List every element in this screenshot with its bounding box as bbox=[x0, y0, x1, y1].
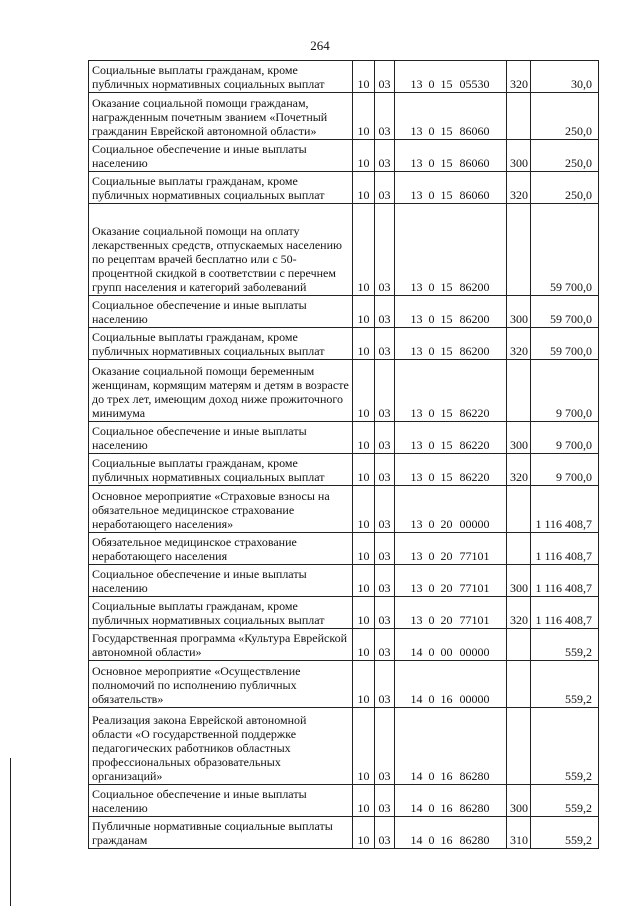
row-subsection-cell: 03 bbox=[375, 817, 395, 849]
row-section-cell: 10 bbox=[353, 61, 375, 93]
row-expense-type-cell: 300 bbox=[507, 140, 531, 172]
row-target-article-cell bbox=[395, 533, 507, 565]
target-article-part: 13 bbox=[410, 470, 423, 484]
row-subsection-cell: 03 bbox=[375, 454, 395, 486]
margin-line bbox=[10, 758, 11, 906]
table-row bbox=[89, 817, 599, 849]
target-article-part: 0 bbox=[428, 692, 435, 706]
target-article-part: 13 bbox=[410, 517, 423, 531]
target-article-part: 0 bbox=[428, 517, 435, 531]
target-article-part: 86280 bbox=[459, 833, 490, 847]
row-amount-cell: 559,2 bbox=[531, 708, 599, 785]
target-article-part: 86200 bbox=[459, 344, 490, 358]
row-subsection-cell: 03 bbox=[375, 597, 395, 629]
page-number: 264 bbox=[310, 38, 330, 53]
target-article-part: 86280 bbox=[459, 769, 490, 783]
target-article-part: 0 bbox=[428, 406, 435, 420]
row-target-article-cell bbox=[395, 708, 507, 785]
row-expense-type-cell bbox=[507, 360, 531, 422]
target-article-part: 00 bbox=[440, 645, 453, 659]
row-name-cell: Оказание социальной помощи на оплату лекарственных средств, отпускаемых населению по рецептам врачей бесплатно или с 50-процентной скидкой в соответствии с перечнем групп населения и категорий заболеваний bbox=[89, 204, 353, 296]
budget-table-body bbox=[89, 61, 599, 849]
row-expense-type-cell: 300 bbox=[507, 565, 531, 597]
target-article-part: 0 bbox=[428, 438, 435, 452]
table-row bbox=[89, 629, 599, 661]
target-article-part: 0 bbox=[428, 581, 435, 595]
row-section-cell: 10 bbox=[353, 360, 375, 422]
target-article-part: 13 bbox=[410, 156, 423, 170]
row-subsection-cell: 03 bbox=[375, 422, 395, 454]
target-article-part: 86060 bbox=[459, 124, 490, 138]
target-article-part: 15 bbox=[440, 77, 453, 91]
row-section-cell: 10 bbox=[353, 817, 375, 849]
row-expense-type-cell bbox=[507, 661, 531, 708]
row-name-cell: Основное мероприятие «Страховые взносы на обязательное медицинское страхование неработающего населения» bbox=[89, 486, 353, 533]
target-article-part: 0 bbox=[428, 156, 435, 170]
row-expense-type-cell: 320 bbox=[507, 597, 531, 629]
row-name-cell: Публичные нормативные социальные выплаты гражданам bbox=[89, 817, 353, 849]
table-row bbox=[89, 140, 599, 172]
row-subsection-cell: 03 bbox=[375, 296, 395, 328]
table-row bbox=[89, 661, 599, 708]
table-row bbox=[89, 61, 599, 93]
row-expense-type-cell: 320 bbox=[507, 328, 531, 360]
row-amount-cell: 59 700,0 bbox=[531, 204, 599, 296]
row-expense-type-cell: 300 bbox=[507, 785, 531, 817]
target-article-part: 86060 bbox=[459, 156, 490, 170]
row-amount-cell: 1 116 408,7 bbox=[531, 565, 599, 597]
row-name-cell: Социальные выплаты гражданам, кроме публичных нормативных социальных выплат bbox=[89, 454, 353, 486]
target-article-part: 0 bbox=[428, 801, 435, 815]
row-subsection-cell: 03 bbox=[375, 172, 395, 204]
target-article-part: 16 bbox=[440, 801, 453, 815]
target-article-part: 15 bbox=[440, 470, 453, 484]
row-subsection-cell: 03 bbox=[375, 360, 395, 422]
table-row bbox=[89, 565, 599, 597]
row-name-cell: Государственная программа «Культура Еврейской автономной области» bbox=[89, 629, 353, 661]
target-article-part: 13 bbox=[410, 549, 423, 563]
table-row bbox=[89, 296, 599, 328]
row-section-cell: 10 bbox=[353, 565, 375, 597]
row-expense-type-cell: 320 bbox=[507, 61, 531, 93]
budget-table bbox=[88, 60, 599, 849]
row-name-cell: Оказание социальной помощи беременным женщинам, кормящим матерям и детям в возрасте до трех лет, имеющим доход ниже прожиточного минимума bbox=[89, 360, 353, 422]
target-article-part: 0 bbox=[428, 280, 435, 294]
table-row bbox=[89, 486, 599, 533]
table-row bbox=[89, 785, 599, 817]
target-article-part: 13 bbox=[410, 280, 423, 294]
row-target-article-cell bbox=[395, 565, 507, 597]
target-article-part: 16 bbox=[440, 769, 453, 783]
target-article-part: 77101 bbox=[459, 581, 490, 595]
target-article-part: 15 bbox=[440, 312, 453, 326]
row-expense-type-cell: 300 bbox=[507, 296, 531, 328]
target-article-part: 86200 bbox=[459, 312, 490, 326]
row-name-cell: Социальные выплаты гражданам, кроме публичных нормативных социальных выплат bbox=[89, 172, 353, 204]
target-article-part: 77101 bbox=[459, 613, 490, 627]
row-name-cell: Реализация закона Еврейской автономной области «О государственной поддержке педагогических работников областных профессиональных образовательных организаций» bbox=[89, 708, 353, 785]
row-section-cell: 10 bbox=[353, 785, 375, 817]
row-target-article-cell bbox=[395, 486, 507, 533]
row-target-article-cell bbox=[395, 629, 507, 661]
row-subsection-cell: 03 bbox=[375, 93, 395, 140]
row-name-cell: Социальные выплаты гражданам, кроме публичных нормативных социальных выплат bbox=[89, 61, 353, 93]
target-article-part: 0 bbox=[428, 549, 435, 563]
row-amount-cell: 250,0 bbox=[531, 93, 599, 140]
target-article-part: 14 bbox=[410, 645, 423, 659]
target-article-part: 14 bbox=[410, 833, 423, 847]
row-name-cell: Социальные выплаты гражданам, кроме публичных нормативных социальных выплат bbox=[89, 597, 353, 629]
row-target-article-cell bbox=[395, 204, 507, 296]
row-subsection-cell: 03 bbox=[375, 533, 395, 565]
row-subsection-cell: 03 bbox=[375, 140, 395, 172]
row-section-cell: 10 bbox=[353, 296, 375, 328]
table-row bbox=[89, 93, 599, 140]
table-row bbox=[89, 708, 599, 785]
row-section-cell: 10 bbox=[353, 93, 375, 140]
target-article-part: 86220 bbox=[459, 470, 490, 484]
target-article-part: 13 bbox=[410, 344, 423, 358]
target-article-part: 15 bbox=[440, 156, 453, 170]
row-expense-type-cell: 320 bbox=[507, 172, 531, 204]
row-section-cell: 10 bbox=[353, 328, 375, 360]
table-row bbox=[89, 454, 599, 486]
row-target-article-cell bbox=[395, 93, 507, 140]
target-article-part: 00000 bbox=[459, 645, 490, 659]
target-article-part: 15 bbox=[440, 406, 453, 420]
row-subsection-cell: 03 bbox=[375, 708, 395, 785]
row-name-cell: Оказание социальной помощи гражданам, награжденным почетным званием «Почетный гражданин Еврейской автономной области» bbox=[89, 93, 353, 140]
target-article-part: 15 bbox=[440, 188, 453, 202]
row-section-cell: 10 bbox=[353, 454, 375, 486]
row-name-cell: Социальное обеспечение и иные выплаты населению bbox=[89, 296, 353, 328]
row-amount-cell: 1 116 408,7 bbox=[531, 486, 599, 533]
table-row bbox=[89, 204, 599, 296]
row-section-cell: 10 bbox=[353, 172, 375, 204]
target-article-part: 00000 bbox=[459, 692, 490, 706]
row-name-cell: Социальное обеспечение и иные выплаты населению bbox=[89, 140, 353, 172]
row-target-article-cell bbox=[395, 61, 507, 93]
target-article-part: 0 bbox=[428, 124, 435, 138]
table-row bbox=[89, 172, 599, 204]
target-article-part: 20 bbox=[440, 549, 453, 563]
row-section-cell: 10 bbox=[353, 708, 375, 785]
target-article-part: 13 bbox=[410, 312, 423, 326]
row-amount-cell: 559,2 bbox=[531, 661, 599, 708]
row-subsection-cell: 03 bbox=[375, 328, 395, 360]
row-section-cell: 10 bbox=[353, 422, 375, 454]
row-expense-type-cell: 310 bbox=[507, 817, 531, 849]
row-section-cell: 10 bbox=[353, 204, 375, 296]
target-article-part: 86280 bbox=[459, 801, 490, 815]
target-article-part: 16 bbox=[440, 833, 453, 847]
row-target-article-cell bbox=[395, 140, 507, 172]
target-article-part: 86220 bbox=[459, 438, 490, 452]
row-subsection-cell: 03 bbox=[375, 61, 395, 93]
row-expense-type-cell bbox=[507, 486, 531, 533]
row-name-cell: Обязательное медицинское страхование неработающего населения bbox=[89, 533, 353, 565]
row-subsection-cell: 03 bbox=[375, 661, 395, 708]
target-article-part: 0 bbox=[428, 833, 435, 847]
row-subsection-cell: 03 bbox=[375, 486, 395, 533]
target-article-part: 0 bbox=[428, 188, 435, 202]
target-article-part: 15 bbox=[440, 344, 453, 358]
row-target-article-cell bbox=[395, 785, 507, 817]
target-article-part: 0 bbox=[428, 613, 435, 627]
target-article-part: 0 bbox=[428, 312, 435, 326]
row-section-cell: 10 bbox=[353, 597, 375, 629]
row-expense-type-cell bbox=[507, 708, 531, 785]
row-section-cell: 10 bbox=[353, 140, 375, 172]
row-amount-cell: 559,2 bbox=[531, 785, 599, 817]
target-article-part: 0 bbox=[428, 344, 435, 358]
row-expense-type-cell bbox=[507, 533, 531, 565]
row-name-cell: Социальное обеспечение и иные выплаты населению bbox=[89, 422, 353, 454]
row-amount-cell: 30,0 bbox=[531, 61, 599, 93]
row-target-article-cell bbox=[395, 661, 507, 708]
row-target-article-cell bbox=[395, 454, 507, 486]
target-article-part: 13 bbox=[410, 406, 423, 420]
target-article-part: 15 bbox=[440, 280, 453, 294]
row-name-cell: Социальное обеспечение и иные выплаты населению bbox=[89, 785, 353, 817]
target-article-part: 13 bbox=[410, 77, 423, 91]
row-amount-cell: 250,0 bbox=[531, 172, 599, 204]
target-article-part: 13 bbox=[410, 188, 423, 202]
row-target-article-cell bbox=[395, 360, 507, 422]
table-row bbox=[89, 422, 599, 454]
row-section-cell: 10 bbox=[353, 533, 375, 565]
row-name-cell: Социальное обеспечение и иные выплаты населению bbox=[89, 565, 353, 597]
target-article-part: 20 bbox=[440, 581, 453, 595]
row-amount-cell: 1 116 408,7 bbox=[531, 597, 599, 629]
target-article-part: 86220 bbox=[459, 406, 490, 420]
row-amount-cell: 59 700,0 bbox=[531, 296, 599, 328]
row-subsection-cell: 03 bbox=[375, 785, 395, 817]
target-article-part: 0 bbox=[428, 645, 435, 659]
target-article-part: 0 bbox=[428, 77, 435, 91]
row-section-cell: 10 bbox=[353, 629, 375, 661]
target-article-part: 0 bbox=[428, 470, 435, 484]
table-row bbox=[89, 328, 599, 360]
target-article-part: 13 bbox=[410, 613, 423, 627]
row-name-cell: Социальные выплаты гражданам, кроме публичных нормативных социальных выплат bbox=[89, 328, 353, 360]
target-article-part: 13 bbox=[410, 438, 423, 452]
target-article-part: 14 bbox=[410, 692, 423, 706]
target-article-part: 13 bbox=[410, 124, 423, 138]
row-expense-type-cell: 300 bbox=[507, 422, 531, 454]
target-article-part: 20 bbox=[440, 613, 453, 627]
target-article-part: 00000 bbox=[459, 517, 490, 531]
row-target-article-cell bbox=[395, 597, 507, 629]
row-amount-cell: 9 700,0 bbox=[531, 360, 599, 422]
row-target-article-cell bbox=[395, 328, 507, 360]
row-amount-cell: 1 116 408,7 bbox=[531, 533, 599, 565]
target-article-part: 0 bbox=[428, 769, 435, 783]
row-subsection-cell: 03 bbox=[375, 204, 395, 296]
row-expense-type-cell bbox=[507, 93, 531, 140]
row-target-article-cell bbox=[395, 172, 507, 204]
row-target-article-cell bbox=[395, 296, 507, 328]
row-name-cell: Основное мероприятие «Осуществление полномочий по исполнению публичных обязательств» bbox=[89, 661, 353, 708]
target-article-part: 20 bbox=[440, 517, 453, 531]
row-section-cell: 10 bbox=[353, 486, 375, 533]
row-expense-type-cell bbox=[507, 629, 531, 661]
target-article-part: 77101 bbox=[459, 549, 490, 563]
target-article-part: 14 bbox=[410, 769, 423, 783]
target-article-part: 86200 bbox=[459, 280, 490, 294]
target-article-part: 15 bbox=[440, 438, 453, 452]
row-amount-cell: 559,2 bbox=[531, 629, 599, 661]
row-expense-type-cell: 320 bbox=[507, 454, 531, 486]
row-section-cell: 10 bbox=[353, 661, 375, 708]
row-amount-cell: 250,0 bbox=[531, 140, 599, 172]
row-amount-cell: 9 700,0 bbox=[531, 454, 599, 486]
target-article-part: 16 bbox=[440, 692, 453, 706]
target-article-part: 13 bbox=[410, 581, 423, 595]
row-subsection-cell: 03 bbox=[375, 565, 395, 597]
row-target-article-cell bbox=[395, 422, 507, 454]
row-amount-cell: 59 700,0 bbox=[531, 328, 599, 360]
table-row bbox=[89, 360, 599, 422]
target-article-part: 14 bbox=[410, 801, 423, 815]
target-article-part: 86060 bbox=[459, 188, 490, 202]
target-article-part: 15 bbox=[440, 124, 453, 138]
target-article-part: 05530 bbox=[459, 77, 490, 91]
table-row bbox=[89, 597, 599, 629]
row-target-article-cell bbox=[395, 817, 507, 849]
row-amount-cell: 9 700,0 bbox=[531, 422, 599, 454]
row-amount-cell: 559,2 bbox=[531, 817, 599, 849]
row-subsection-cell: 03 bbox=[375, 629, 395, 661]
table-row bbox=[89, 533, 599, 565]
row-expense-type-cell bbox=[507, 204, 531, 296]
